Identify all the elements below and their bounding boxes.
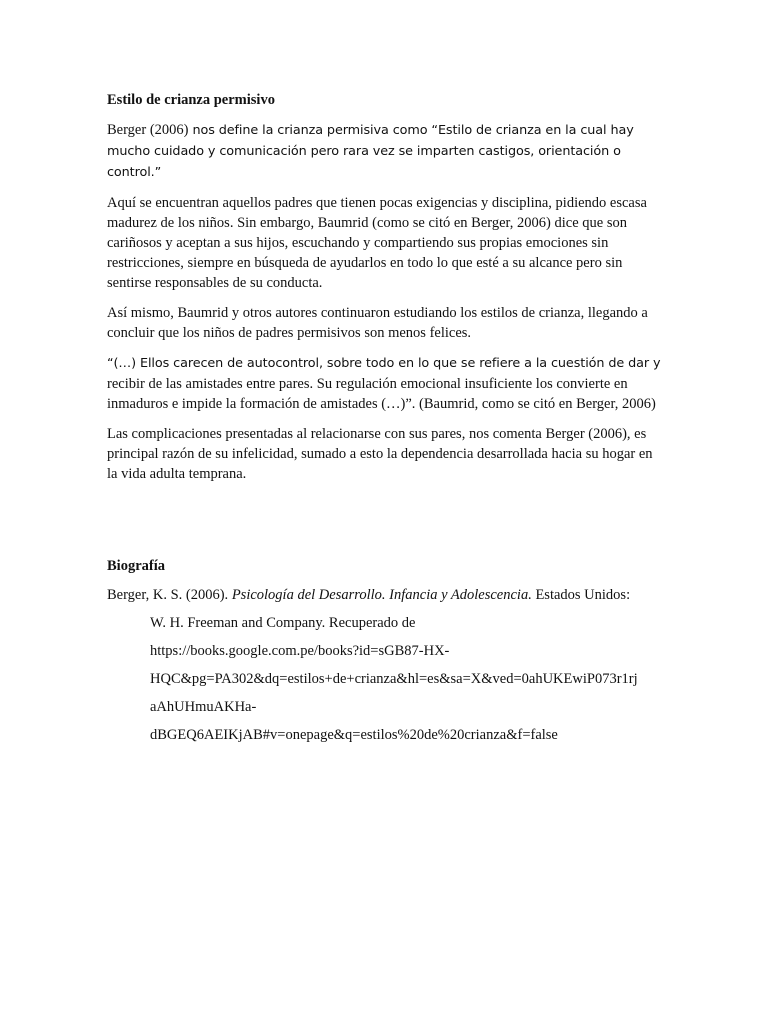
paragraph-definition-lead: Berger (2006): [107, 122, 189, 138]
section-heading: Estilo de crianza permisivo: [107, 92, 275, 108]
reference-book-title: Psicología del Desarrollo. Infancia y Adolescencia.: [231, 587, 532, 603]
paragraph-definition: [107, 120, 662, 183]
section-spacer: [107, 494, 662, 556]
paragraph-continuation: Así mismo, Baumrid y otros autores continuaron estudiando los estilos de crianza, llegando a concluir que los niños de padres permisivos son menos felices.: [107, 305, 648, 341]
reference-url-line[interactable]: https://books.google.com.pe/books?id=sGB87-HX-: [150, 643, 450, 659]
paragraph-quote-lead: “(…) Ellos carecen de autocontrol, sobre todo en lo que se refiere a la cuestión de dar y: [107, 356, 661, 371]
reference-url-line[interactable]: HQC&pg=PA302&dq=estilos+de+crianza&hl=es&sa=X&ved=0ahUKEwiP073r1rj: [150, 671, 638, 687]
bibliography-heading: Biografía: [107, 558, 165, 574]
reference-place: Estados Unidos:: [531, 587, 631, 603]
document-page: [107, 90, 662, 745]
reference-url-line[interactable]: dBGEQ6AEIKjAB#v=onepage&q=estilos%20de%20crianza&f=false: [150, 727, 558, 743]
paragraph-definition-quote: nos define la crianza permisiva como “Estilo de crianza en la cual hay mucho cuidado y comunicación pero rara vez se imparten castigos, orientación o control.”: [107, 123, 634, 180]
paragraph-conclusion: Las complicaciones presentadas al relacionarse con sus pares, nos comenta Berger (2006), es principal razón de su infelicidad, sumado a esto la dependencia desarrollada hacia su hogar en la vida adulta temprana.: [107, 426, 653, 482]
reference-author: Berger, K. S. (2006).: [107, 587, 232, 603]
paragraph-quote: [107, 353, 662, 414]
paragraph-description: Aquí se encuentran aquellos padres que tienen pocas exigencias y disciplina, pidiendo escasa madurez de los niños. Sin embargo, Baumrid (como se citó en Berger, 2006) dice que son cariñosos y aceptan a sus hijos, escuchando y compartiendo sus propias emociones sin restricciones, siempre en búsqueda de ayudarlos en todo lo que esté a su alcance pero sin sentirse responsables de su conducta.: [107, 195, 647, 291]
bibliography-entry-first-line: [107, 585, 662, 605]
reference-publisher-line: W. H. Freeman and Company. Recuperado de: [150, 615, 416, 631]
bibliography-entry-continuation: [107, 613, 662, 745]
paragraph-quote-rest: recibir de las amistades entre pares. Su regulación emocional insuficiente los convierte en inmaduros e impide la formación de amistades (…)”. (Baumrid, como se citó en Berger, 2006): [107, 376, 656, 412]
reference-url-line[interactable]: aAhUHmuAKHa-: [150, 699, 257, 715]
